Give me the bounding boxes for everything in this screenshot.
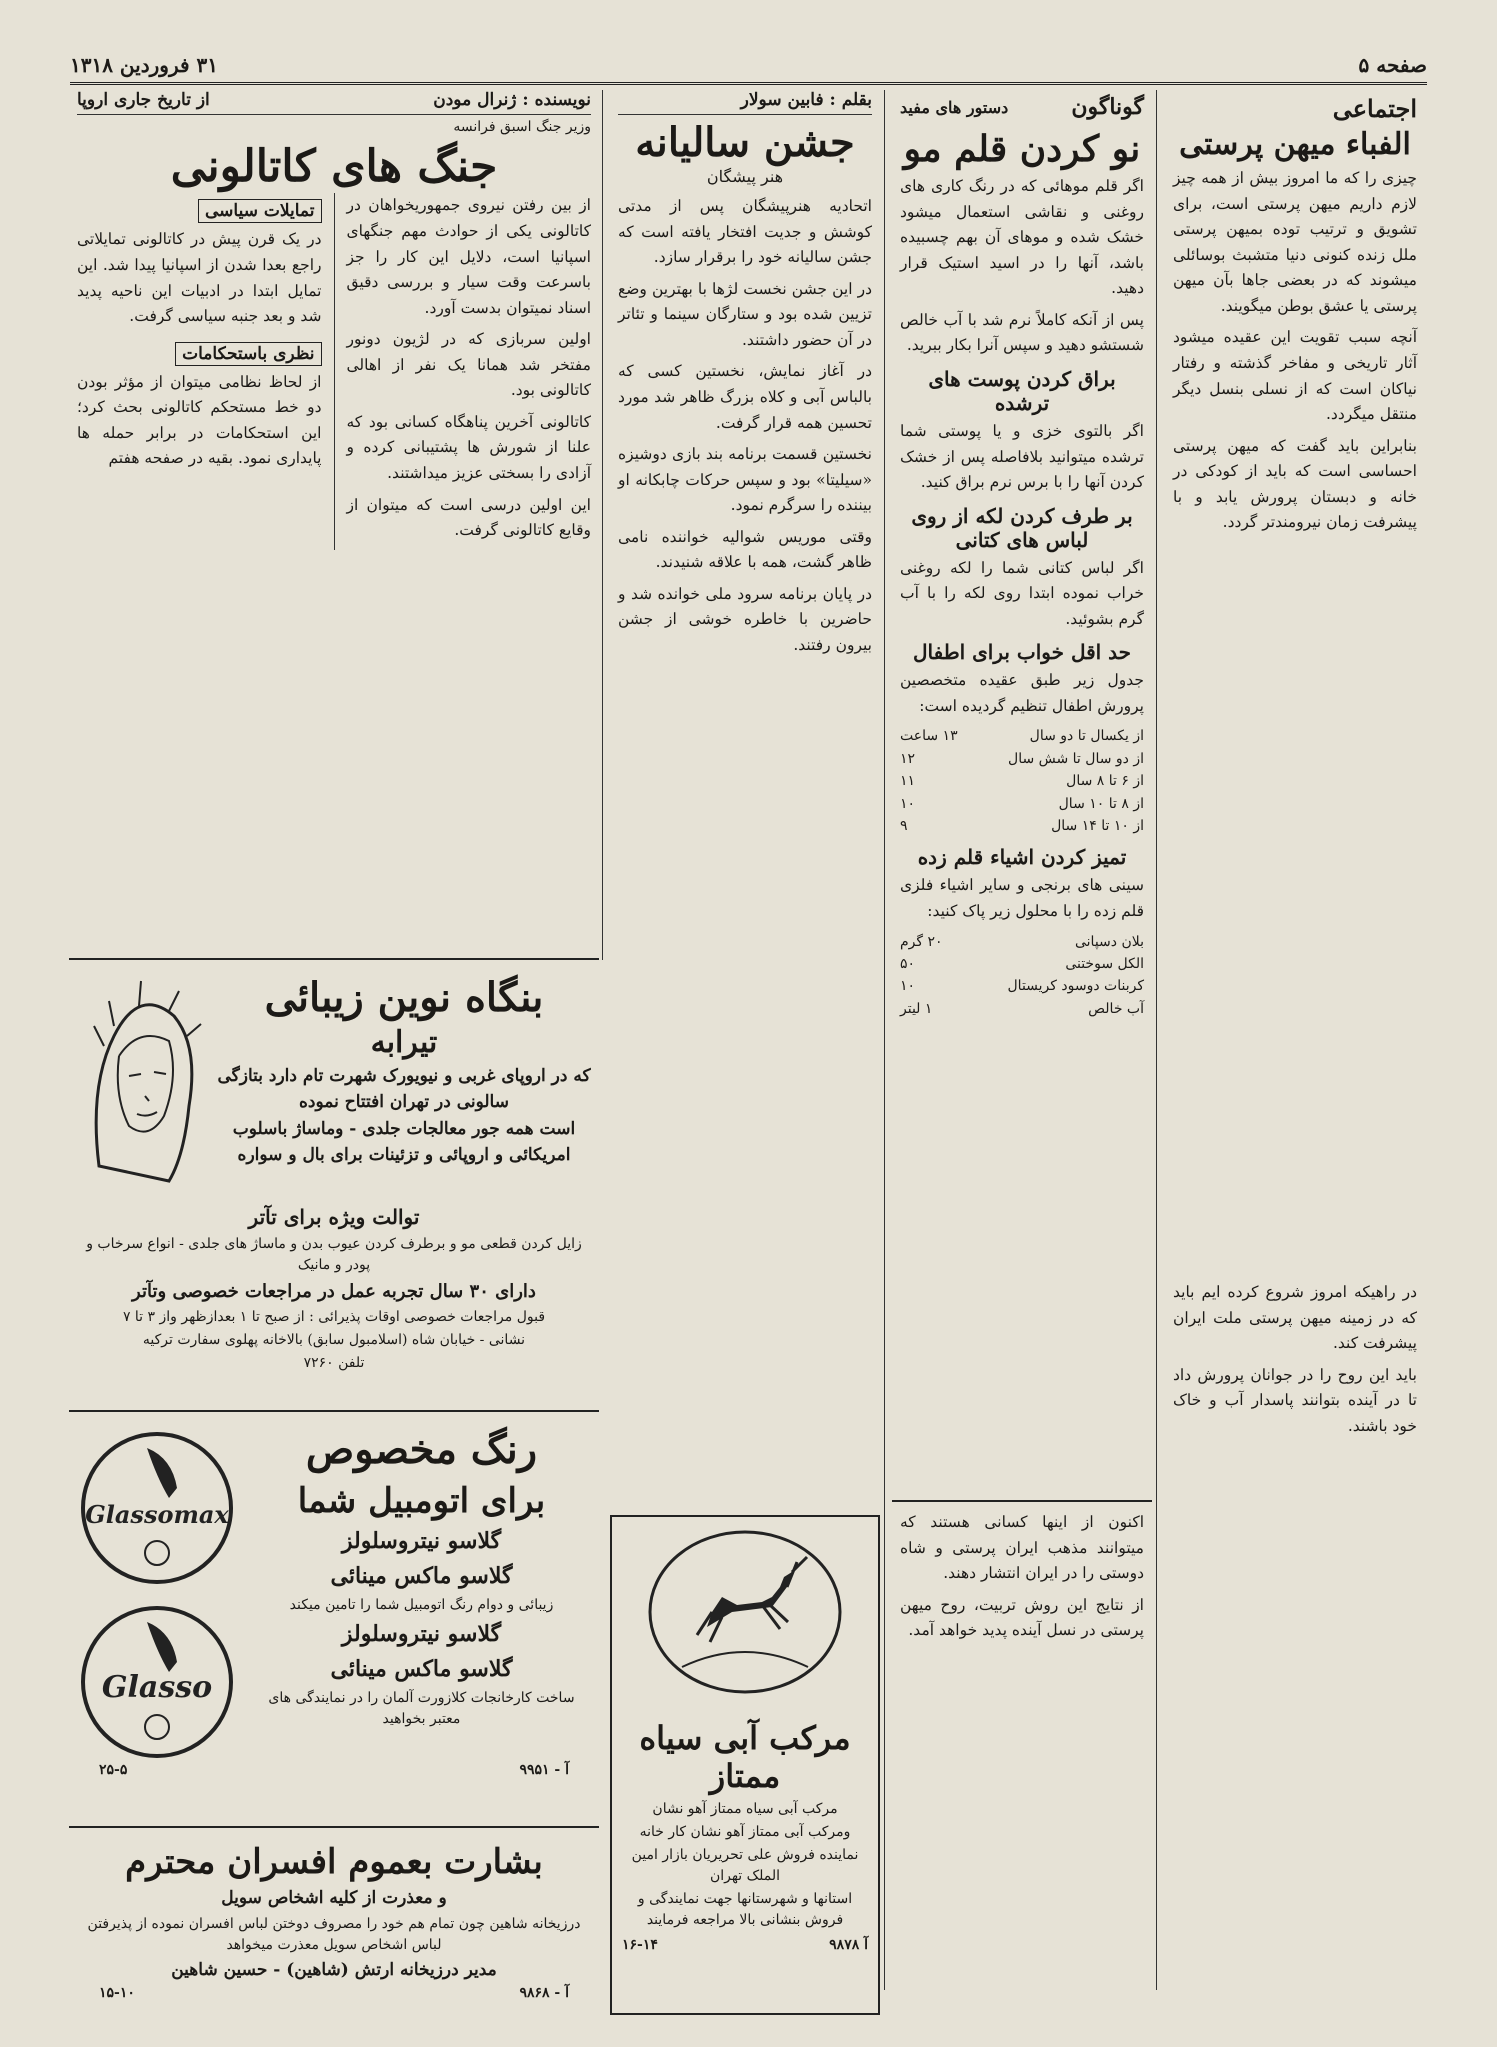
ad-salon-name: تیرابه (370, 1025, 438, 1060)
ad-paint-product: گلاسو ماکس مینائی (330, 1656, 513, 1682)
formula-row: کربنات دوسود کریستال ۱۰ (900, 978, 1144, 995)
article-paragraph: اکنون از اینها کسانی هستند که میتوانند مذهب ایران پرستی و شاه دوستی را در ایران انتشار دهند. (900, 1513, 1144, 1583)
subheading-fur: براق کردن پوست های ترشده (928, 366, 1116, 415)
ad-salon-title: بنگاه نوین زیبائی (264, 974, 544, 1021)
section-sublabel: دستور های مفید (900, 97, 1009, 117)
glasso-logo-icon (77, 1602, 237, 1762)
ad-salon-sub: توالت ویژه برای تآتر (248, 1205, 420, 1229)
article-paragraph: از نتایج این روش تربیت، روح میهن پرستی در نسل آینده پدید خواهد آمد. (900, 1595, 1144, 1640)
byline: نویسنده : ژنرال مودن از تاریخ جاری اروپا (77, 90, 591, 115)
ad-ink-line: ومرکب آبی ممتاز آهو نشان کار خانه (639, 1824, 851, 1840)
column-tips (892, 90, 1152, 1490)
article-paragraph: از بین رفتن نیروی جمهوریخواهان در کاتالونی یکی از حوادث مهم جنگهای اسپانیا است، دلایل این کار را جز باسرعت وقت سیار و بررسی دقیق اسناد نمیتوان بدست آورد. (346, 196, 591, 317)
ad-paint-product: گلاسو ماکس مینائی (330, 1563, 513, 1589)
ad-salon-line: تلفن ۷۲۶۰ (303, 1355, 365, 1371)
article-paragraph: جدول زیر طبق عقیده متخصصین پرورش اطفال تنظیم گردیده است: (900, 671, 1144, 715)
column-divider (602, 90, 603, 960)
author-position: وزیر جنگ اسبق فرانسه (453, 119, 591, 135)
article-paragraph: چیزی را که ما امروز بیش از همه چیز لازم داریم میهن پرستی است، برای تشویق و ترتیب توده بمیهن پرستی ملل زنده کنونی دنیا متشبث بوسائلی میشوند که در بعضی جاها بآن میهن پرستی یا عشق بوطن میگویند. (1173, 169, 1417, 315)
cleaning-formula-table (900, 931, 1144, 1021)
woman-portrait-icon (69, 966, 209, 1196)
column-divider (1156, 90, 1157, 1990)
ad-ink-ref: آ ۹۸۷۸ (829, 1937, 868, 1953)
deer-logo-icon (612, 1517, 878, 1707)
ad-salon-line: دارای ۳۰ سال تجربه عمل در مراجعات خصوصی وتآتر (132, 1281, 536, 1302)
column-tips-continued (892, 1510, 1152, 2010)
ad-uniform-ref: آ - ۹۸۶۸ (519, 1985, 569, 2001)
ad-paint-code: ۲۵-۵ (99, 1762, 128, 1778)
article-paragraph: اگر قلم موهائی که در رنگ کاری های روغنی و نقاشی استعمال میشود خشک شده و موهای آن بهم چسبیده باشد، آنها را در اسید استیک قرار دهید. (900, 177, 1144, 298)
sleep-schedule-table (900, 725, 1144, 837)
ad-salon-line: قبول مراجعات خصوصی اوقات پذیرائی : از صبح تا ۱ بعدازظهر واز ۳ تا ۷ (122, 1309, 546, 1325)
subheading-sleep: حد اقل خواب برای اطفال (912, 640, 1132, 665)
subheading-metal: تمیز کردن اشیاء قلم زده (917, 845, 1127, 870)
ad-salon-line: زایل کردن قطعی مو و برطرف کردن عیوب بدن و ماساژ های جلدی - انواع سرخاب و پودر و مانیک (86, 1236, 582, 1273)
column-catalonia (69, 90, 599, 950)
ad-paint-text: زیبائی و دوام رنگ اتومبیل شما را تامین میکند (289, 1597, 554, 1613)
article-paragraph: اگر لباس کتانی شما را لکه روغنی خراب نموده ابتدا روی لکه را با آب گرم بشوئید. (900, 558, 1144, 628)
formula-row: الکل سوختنی ۵۰ (900, 955, 1144, 972)
ad-uniform-signer: مدیر درزیخانه ارتش (شاهین) - حسین شاهین (171, 1959, 497, 1980)
ad-uniform-sub: و معذرت از کلیه اشخاص سویل (221, 1888, 447, 1908)
article-paragraph: بنابراین باید گفت که میهن پرستی احساسی است که باید از کودکی در خانه و دبستان پرورش یابد و با پیشرفت زمان نیرومندتر گردد. (1173, 436, 1417, 532)
section-divider (69, 1826, 599, 1828)
ad-ink-line: نماینده فروش علی تحریریان بازار امین الملک تهران (631, 1847, 859, 1884)
ad-ink-code: ۱۶-۱۴ (622, 1937, 658, 1953)
subheading-politics: تمایلات سیاسی (198, 199, 322, 223)
ad-paint-product: گلاسو نیتروسلولز (341, 1528, 502, 1554)
article-paragraph: باید این روح را در جوانان پرورش داد تا در آینده بتوانند پاسدار آب و خاک خود باشند. (1173, 1365, 1417, 1435)
ad-paint-product: گلاسو نیتروسلولز (341, 1621, 502, 1647)
article-paragraph: این اولین درسی است که میتوان از وقایع کاتالونی گرفت. (346, 495, 591, 540)
article-title-patriotism: الفباء میهن پرستی (1179, 127, 1411, 162)
page-label: صفحه ۵ (1358, 53, 1427, 77)
schedule-row: از ۸ تا ۱۰ سال ۱۰ (900, 795, 1144, 812)
ad-paint-title2: برای اتومبیل شما (297, 1481, 546, 1521)
article-subtitle: هنر پیشگان (706, 167, 784, 186)
ad-beauty-salon (69, 966, 599, 1406)
article-paragraph: در این جشن نخست لژها با بهترین وضع تزیین شده بود و ستارگان سینما و تئاتر در آن حضور داشتند. (618, 279, 872, 349)
article-paragraph: در آغاز نمایش، نخستین کسی که بالباس آبی و کلاه بزرگ ظاهر شد مورد تحسین همه قرار گرفت. (618, 362, 872, 432)
ad-ink (610, 1515, 880, 2015)
article-paragraph: پس از آنکه کاملاً نرم شد با آب خالص شستشو دهید و سپس آنرا بکار ببرید. (900, 310, 1144, 355)
schedule-row: از یکسال تا دو سال ۱۳ ساعت (900, 728, 1144, 745)
article-paragraph: کاتالونی آخرین پناهگاه کسانی بود که علنا از شورش ها پشتیبانی کرده و آزادی را بسختی عزیز میداشتند. (346, 412, 591, 483)
column-divider (884, 90, 885, 1990)
svg-text:Glasso: Glasso (101, 1670, 212, 1705)
subheading-fortifications: نظری باستحکامات (175, 342, 321, 366)
schedule-row: از ۶ تا ۸ سال ۱۱ (900, 773, 1144, 790)
schedule-row: از دو سال تا شش سال ۱۲ (900, 750, 1144, 767)
ad-salon-line: است همه جور معالجات جلدی - وماساژ باسلوب امریکائی و اروپائی و تزئینات برای بال و سواره (232, 1119, 576, 1165)
byline: بقلم : فابین سولار (618, 90, 872, 115)
article-title-brush: نو کردن قلم مو (903, 128, 1141, 170)
article-paragraph: در پایان برنامه سرود ملی خوانده شد و حاضرین با خاطره خوشی از جشن بیرون رفتند. (618, 584, 872, 654)
ad-car-paint (69, 1418, 599, 1818)
section-divider (69, 958, 599, 960)
article-title-catalonia: جنگ های کاتالونی (170, 141, 498, 192)
formula-row: آب خالص ۱ لیتر (900, 1000, 1144, 1017)
ad-uniform-title: بشارت بعموم افسران محترم (125, 1842, 543, 1882)
article-paragraph: اولین سربازی که در لژیون دونور مفتخر شد همانا یک نفر از اهالی کاتالونی بود. (346, 330, 591, 400)
ad-paint-footer: ساخت کارخانجات کلازورت آلمان را در نمایندگی های معتبر بخواهید (268, 1690, 575, 1727)
ad-ink-title: مرکب آبی سیاه ممتاز (639, 1719, 851, 1795)
ad-ink-line: استانها و شهرستانها جهت نمایندگی و فروش بنشانی بالا مراجعه فرمایند (637, 1891, 853, 1928)
article-paragraph: وقتی موریس شوالیه خواننده نامی ظاهر گشت، همه با علاقه شنیدند. (618, 527, 872, 572)
article-paragraph: از لحاظ نظامی میتوان از مؤثر بودن دو خط مستحکم کاتالونی بحث کرد؛ این استحکامات در برابر حمله ها پایداری نمود. بقیه در صفحه هفتم (77, 372, 322, 468)
issue-date: ۳۱ فروردین ۱۳۱۸ (70, 53, 218, 77)
section-label-social: اجتماعی (1332, 94, 1417, 123)
section-divider (892, 1500, 1152, 1502)
article-title-festival: جشن سالیانه (635, 119, 855, 166)
article-paragraph: در راهیکه امروز شروع کرده ایم باید که در زمینه میهن پرستی ملت ایران پیشرفت کند. (1173, 1283, 1417, 1353)
formula-row: بلان دسپانی ۲۰ گرم (900, 933, 1144, 950)
subheading-stain: بر طرف کردن لکه از روی لباس های کتانی (911, 503, 1133, 552)
article-paragraph: در یک قرن پیش در کاتالونی تمایلاتی راجع بعدا شدن از اسپانیا پیدا شد. این تمایل ابتدا در ادبیات این ناحیه پدید شد و بعد جنبه سیاسی گرفت. (77, 230, 322, 326)
ad-paint-ref: آ - ۹۹۵۱ (519, 1762, 569, 1778)
article-paragraph: اتحادیه هنرپیشگان پس از مدتی کوشش و جدیت افتخار یافته است که جشن سالیانه خود را برقرار سازد. (618, 197, 872, 267)
svg-text:Glassomax: Glassomax (84, 1500, 229, 1529)
ad-uniform-code: ۱۵-۱۰ (99, 1985, 135, 2001)
article-paragraph: اگر بالتوی خزی و یا پوستی شما ترشده میتوانید بلافاصله پس از خشک کردن آنها را با برس نرم براق کنید. (900, 421, 1144, 492)
article-paragraph: آنچه سبب تقویت این عقیده میشود آثار تاریخی و مفاخر گذشته و رفتار نیاکان است که از نسلی بنسل دیگر منتقل میگردد. (1173, 328, 1417, 424)
ad-paint-title: رنگ مخصوص (305, 1426, 538, 1473)
column-social (1165, 90, 1425, 1270)
section-divider (69, 1410, 599, 1412)
column-festival (610, 90, 880, 1510)
ad-ink-line: مرکب آبی سیاه ممتاز آهو نشان (652, 1801, 838, 1817)
masthead (70, 48, 1427, 85)
article-paragraph: نخستین قسمت برنامه بند بازی دوشیزه «سیلیتا» بود و سپس حرکات چابکانه او بیننده را سرگرم نمود. (618, 445, 872, 515)
article-paragraph: سینی های برنجی و سایر اشیاء فلزی قلم زده را با محلول زیر پاک کنید: (900, 876, 1144, 920)
ad-salon-line: نشانی - خیابان شاه (اسلامبول سابق) بالاخانه پهلوی سفارت ترکیه (142, 1332, 526, 1348)
schedule-row: از ۱۰ تا ۱۴ سال ۹ (900, 818, 1144, 834)
ad-salon-line: که در اروپای غربی و نیویورک شهرت تام دارد بتازگی سالونی در تهران افتتاح نموده (217, 1066, 591, 1112)
ad-uniform-text: درزیخانه شاهین چون تمام هم خود را مصروف دوختن لباس افسران نموده از پذیرفتن لباس اشخاص سویل معذرت میخواهد (87, 1915, 581, 1953)
column-social-continued (1165, 1280, 1425, 1980)
glassomax-logo-icon (77, 1428, 237, 1588)
section-label-misc: گوناگون (1071, 94, 1144, 120)
ad-uniform-tailor (69, 1834, 599, 2014)
